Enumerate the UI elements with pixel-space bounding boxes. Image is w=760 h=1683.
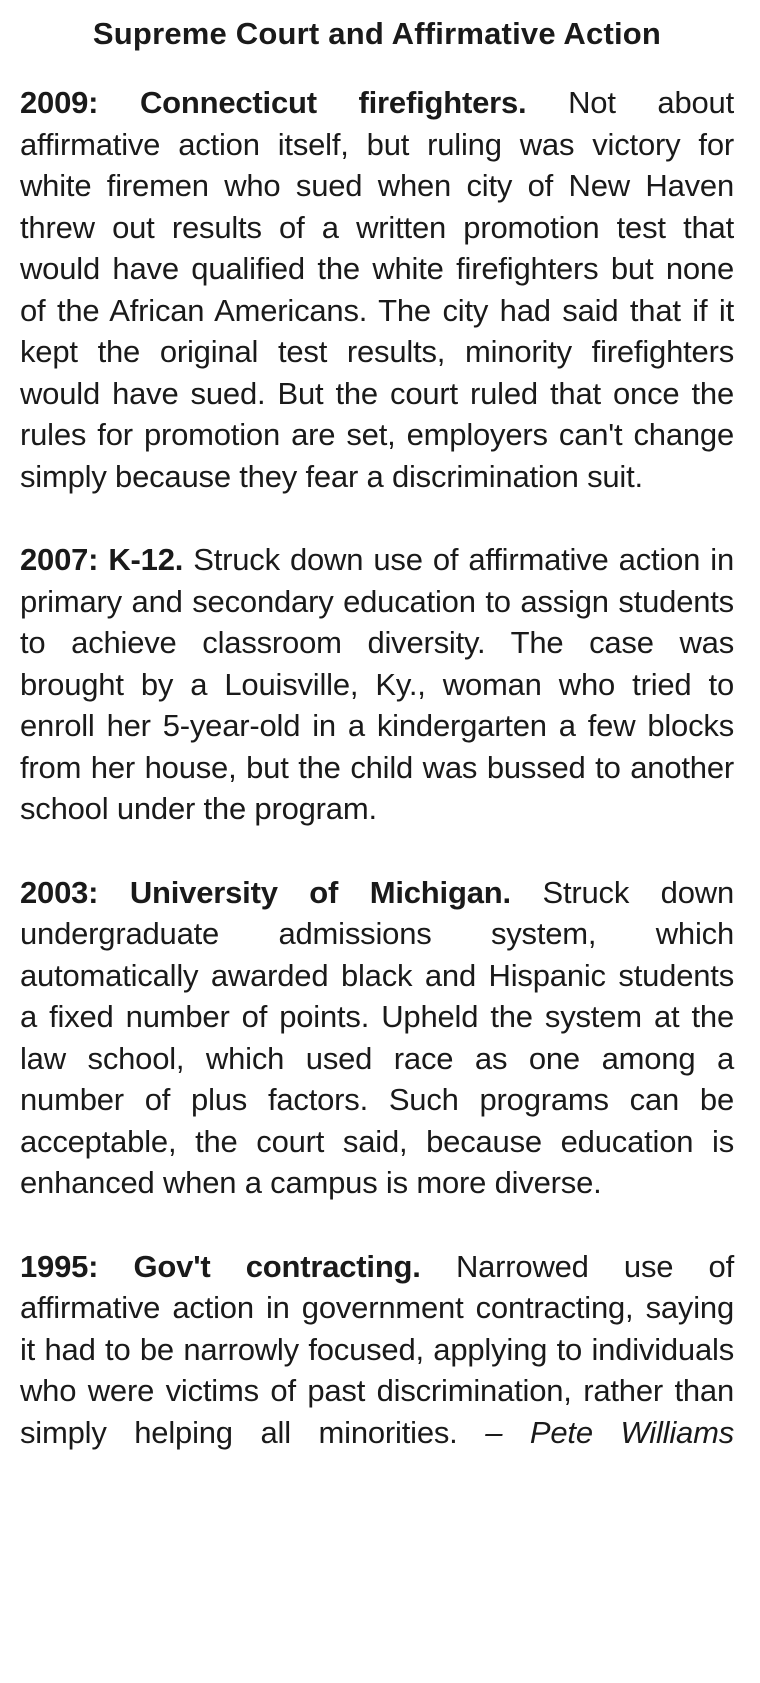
entry-heading: 1995: Gov't contracting. <box>20 1248 421 1284</box>
entry-1995 <box>20 1246 734 1454</box>
entry-heading: 2007: K-12. <box>20 542 184 577</box>
article-title: Supreme Court and Affirmative Action <box>92 16 662 51</box>
entry-2009 <box>20 82 734 497</box>
entry-body: Not about affirmative action itself, but ruling was victory for white firemen who sued when city of New Haven threw out results of a written promotion test that would have qualified the white firefighters but none of the African Americans. The city had said that if it kept the original test results, minority firefighters would have sued. But the court ruled that once the rules for promotion are set, employers can't change simply because they fear a discrimination suit. <box>20 85 734 494</box>
entry-body: Struck down undergraduate admissions system, which automatically awarded black and Hispanic students a fixed number of points. Upheld the system at the law school, which used race as one among a number of plus factors. Such programs can be acceptable, the court said, because education is enhanced when a campus is more diverse. <box>20 874 734 1200</box>
entry-2007 <box>20 539 734 830</box>
entry-heading: 2009: Connecticut firefighters. <box>20 85 527 120</box>
entry-body: Struck down use of affirmative action in primary and secondary education to assign students to achieve classroom diversity. The case was brought by a Louisville, Ky., woman who tried to enroll her 5-year-old in a kindergarten a few blocks from her house, but the child was bussed to another school under the program. <box>20 542 734 826</box>
entry-2003 <box>20 872 734 1204</box>
entry-heading: 2003: University of Michigan. <box>20 874 511 910</box>
entry-body: Narrowed use of affirmative action in government contracting, saying it had to be narrowly focused, applying to individuals who were victims of past discrimination, rather than simply helping all minorities. <box>20 1248 734 1450</box>
byline: – Pete Williams <box>485 1414 734 1450</box>
